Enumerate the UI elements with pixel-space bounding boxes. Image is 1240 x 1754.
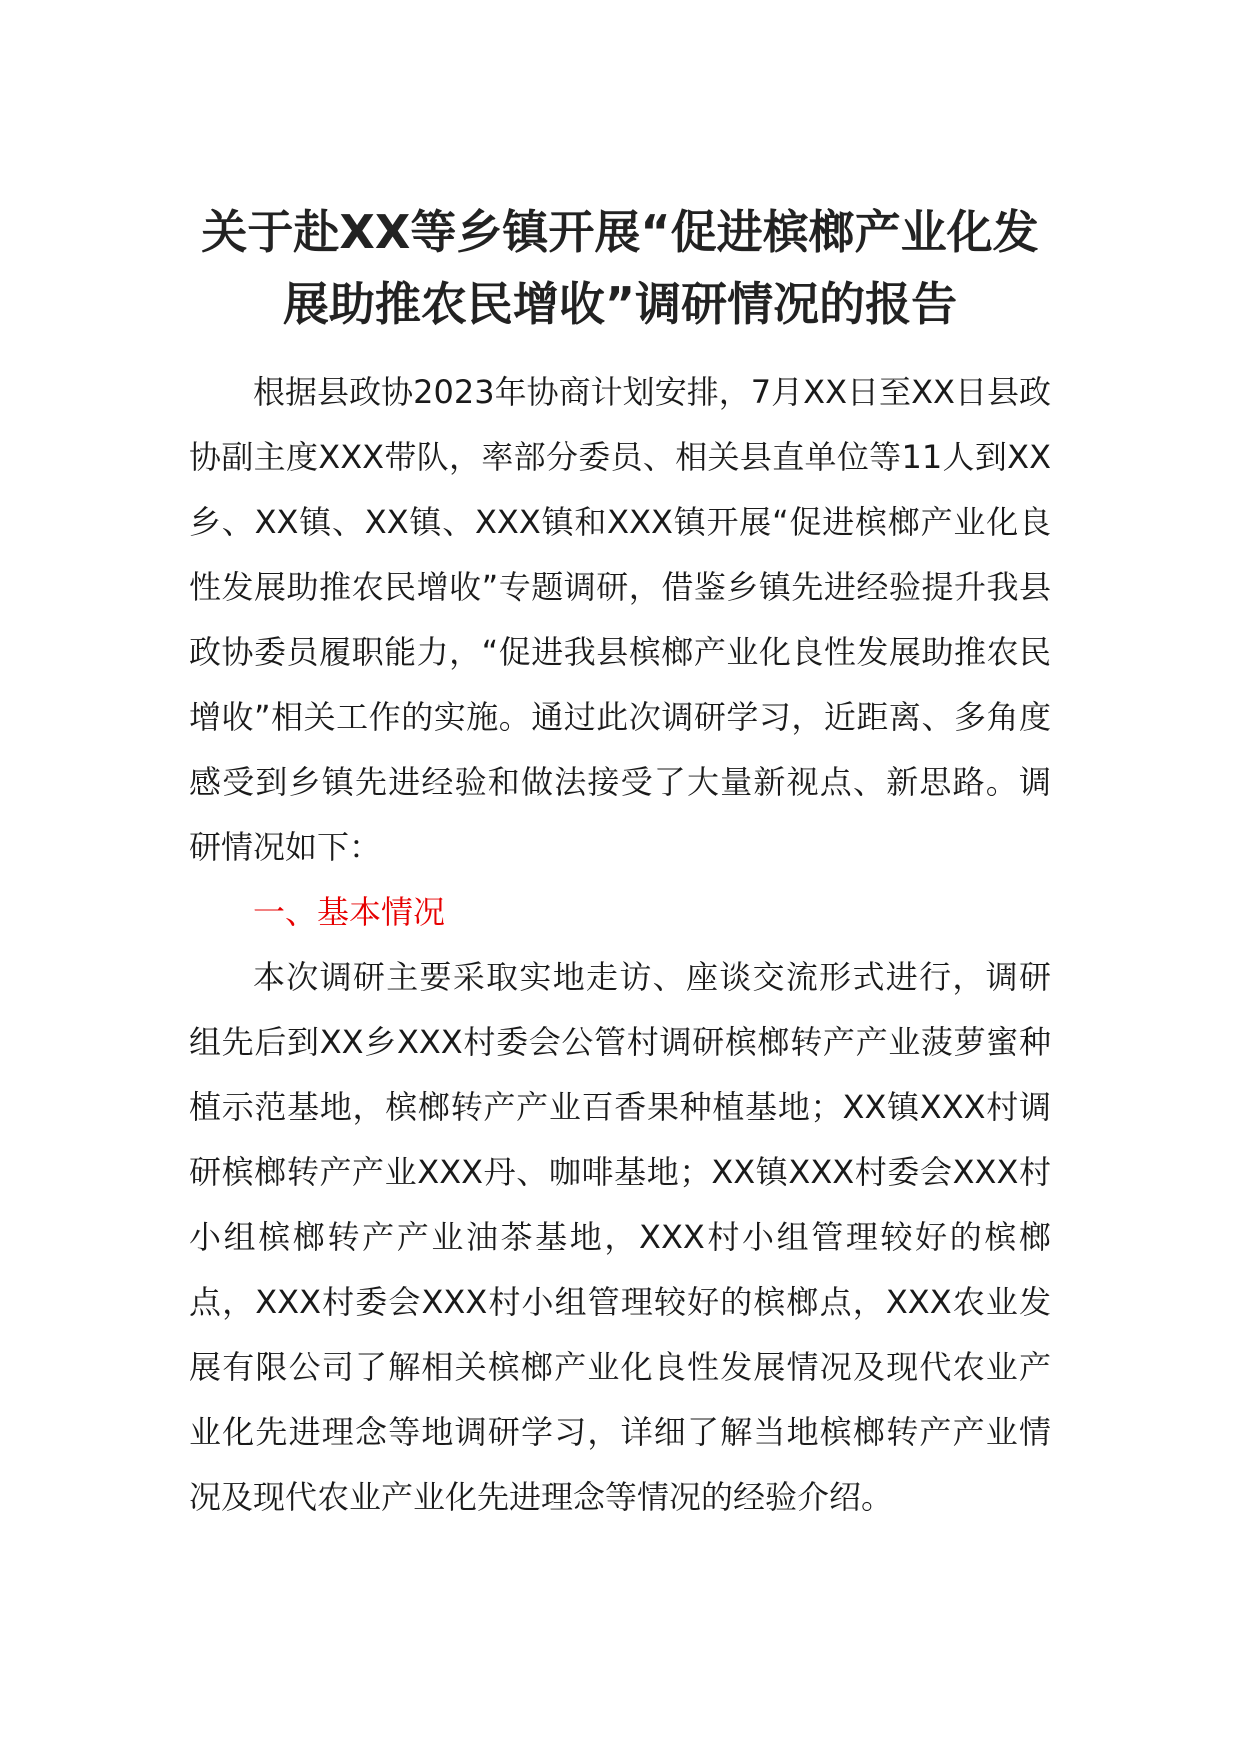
- title-line-1: 关于赴XX等乡镇开展“促进槟榔产业化发: [201, 205, 1039, 259]
- basic-situation-paragraph: 本次调研主要采取实地走访、座谈交流形式进行，调研组先后到XX乡XXX村委会公管村调研槟榔转产产业菠萝蜜种植示范基地，槟榔转产产业百香果种植基地；XX镇XXX村调研槟榔转产产业XXX丹、咖啡基地；XX镇XXX村委会XXX村小组槟榔转产产业油茶基地，XXX村小组管理较好的槟榔点，XXX村委会XXX村小组管理较好的槟榔点，XXX农业发展有限公司了解相关槟榔产业化良性发展情况及现代农业产业化先进理念等地调研学习，详细了解当地槟榔转产产业情况及现代农业产业化先进理念等情况的经验介绍。: [189, 958, 1051, 1516]
- intro-paragraph: 根据县政协2023年协商计划安排，7月XX日至XX日县政协副主度XXX带队，率部分委员、相关县直单位等11人到XX乡、XX镇、XX镇、XXX镇和XXX镇开展“促进槟榔产业化良性发展助推农民增收”专题调研，借鉴乡镇先进经验提升我县政协委员履职能力，“促进我县槟榔产业化良性发展助推农民增收”相关工作的实施。通过此次调研学习，近距离、多角度感受到乡镇先进经验和做法接受了大量新视点、新思路。调研情况如下：: [189, 373, 1051, 866]
- section-heading-basic-situation: 一、基本情况: [253, 893, 446, 931]
- document-title: [160, 196, 1080, 340]
- document-body: [189, 360, 1051, 1530]
- title-line-2: 展助推农民增收”调研情况的报告: [282, 277, 958, 331]
